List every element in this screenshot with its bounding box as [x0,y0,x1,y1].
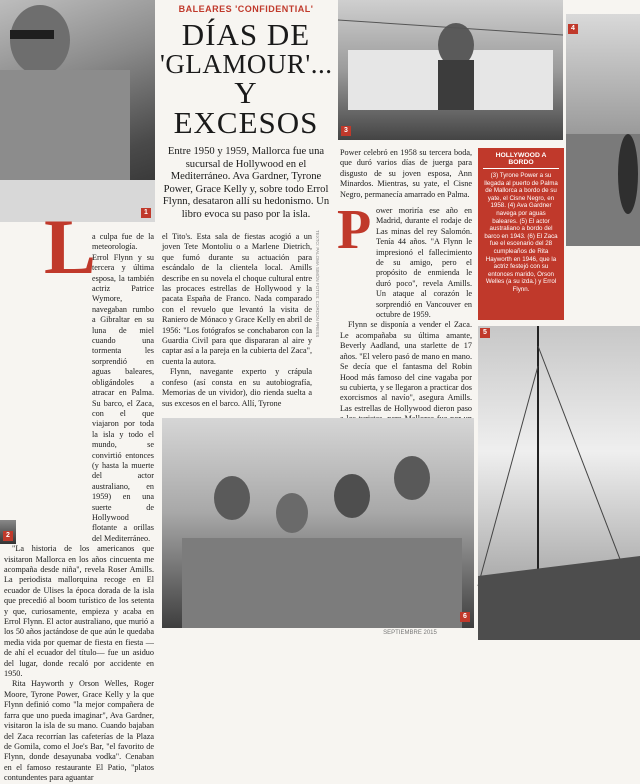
photo-3-number: 3 [341,126,351,136]
headline-line-1: DÍAS DE [181,17,311,52]
photo-6-illustration [162,418,474,628]
column-1-paragraph-1: a culpa fue de la meteorología. Errol Flynn y su tercera y última esposa, la también actriz Patrice Wymore, navegaban rumbo a Gibraltar en su luna de miel cuando una tormenta les sorprendió en aguas baleares, obligándoles a atracar en Palma. Su barco, el Zaca, con el que viajaron por toda la isla y todo el mundo, se convirtió entonces (y hasta la muerte del actor australiano, en 1959) en una suerte de Hollywood flotante a orillas del Mediterráneo. [92,232,154,543]
column-1-paragraph-2: "La historia de los americanos que visitaron Mallorca en los años cincuenta me acompaña desde niña", revela Roser Amills. La periodista mallorquina recoge en El ecuador de Ulises la época dorada de la isla que precedió al boom turístico de los setenta y que, curiosamente, empieza y acaba en Errol Flynn. El actor australiano, que murió a los 50 años jactándose de que aún le quedaba media vida por quemar de fiesta en fiesta —de ahí el ecuador del título— fue un asiduo del lugar, donde recaló por accidente en 1950. [4,544,154,679]
photo-2 [0,520,16,544]
photo-group-on-deck [162,418,474,628]
column-1 [4,232,154,783]
column-1-paragraph-3: Rita Hayworth y Orson Welles, Roger Moore, Tyrone Power, Grace Kelly y la que Flynn definió como "la mejor compañera de farra que uno pueda imaginar", Ava Gardner, visitaron la isla de su mano. Cuando bajaban del Zaca recorrían las cafeterías de la Plaza de Gomila, como el Joe's Bar, "el favorito de Flynn, donde desayunaba vodka". Cenaban en el famoso restaurante El Patio, "platos contundentes para aguantar [4,679,154,783]
photo-credit-vertical: TEXTO: PALOMA SIMÓN FOTOS: CORDON PRESS [315,230,320,338]
column-3-top-text: Power celebró en 1958 su tercera boda, que duró varios días de juerga para disgusto de su joven esposa, Ann Minardos. Mientras, su yate, el Cisne Negro, permanecía amarrado en Palma. [340,148,472,199]
kicker: BALEARES 'CONFIDENTIAL' [178,4,314,14]
photo-ava-gardner-sailing [566,14,640,246]
photo-2-number: 2 [3,531,13,541]
column-3-paragraph-1: ower moriría ese año en Madrid, durante el rodaje de Las minas del rey Salomón. Tenía 44 años. "A Flynn le impresionó el fallecimiento de su amigo, pero el propósito de enmienda le duró poco", revela Amills. Un ataque al corazón le sorprendió en Vancouver en octubre de 1959. [376,206,472,320]
photo-4-illustration [566,14,640,246]
column-3 [340,206,472,424]
photo-1-illustration [0,0,155,222]
column-3-top [340,148,472,200]
photo-zaca-sailboat [478,326,640,640]
column-3-paragraph-2: Flynn se disponía a vender el Zaca. Le acompañaba su última amante, Beverly Aadland, una starlette de 17 años. "El velero pasó de mano en mano. Se decía que el fantasma del Robin Hood más famoso del cine vagaba por su cubierta, y se llegaron a practicar dos exorcismos al navío", asegura Amills. Las estrellas de Hollywood dieron paso [340,320,472,413]
photo-6-number: 6 [460,612,470,622]
article-header [160,4,333,220]
photo-4-number: 4 [568,24,578,34]
column-2 [162,232,312,410]
dropcap-p: P [337,199,372,261]
photo-errol-flynn-portrait [0,0,155,222]
photo-tyrone-power-boat [338,0,563,140]
sidebar-text: (3) Tyrone Power a su llegada al puerto de Palma de Mallorca a bordo de su yate, el Cisne Negro, en 1958. (4) Ava Gardner navega por aguas baleares. (5) El actor australiano a bordo del barco en 1943. (6) El Zaca fue el escenario del 28 cumpleaños de Rita Hayworth en 1946, que la actriz festejó con su entonces marido, Orson Welles (a su izda.) y Errol Flynn. [484,172,558,293]
photo-1-number: 1 [141,208,151,218]
sidebar-title: HOLLYWOOD A BORDO [483,152,559,169]
deck: Entre 1950 y 1959, Mallorca fue una sucursal de Hollywood en el Mediterráneo. Ava Gardner, Tyrone Power, Grace Kelly y, sobre todo Errol Flynn, desataron allí su hedonismo. Un libro evoca su paso por la isla. [162,146,330,220]
sidebar-hollywood-a-bordo [478,148,564,320]
photo-5-illustration [478,326,640,640]
dropcap-l: L [44,203,97,290]
photo-3-illustration [338,0,563,140]
headline-line-3: Y EXCESOS [173,75,319,140]
column-2-paragraph-2: Flynn, navegante experto y crápula confeso (así consta en su autobiografía, Memorias de un vividor), dio rienda suelta a sus excesos en el barco. Allí, Tyrone [162,367,312,408]
folio-date: SEPTIEMBRE 2015 [383,630,437,636]
headline-line-2: 'GLAMOUR'... [160,49,333,79]
photo-5-number: 5 [480,328,490,338]
column-2-paragraph-1: el Tito's. Esta sala de fiestas acogió a un joven Tete Montoliu o a Marlene Dietrich, que fumó durante su actuación para escándalo de la clientela local. Amills describe en su novela el choque cultural entre las procaces estrellas de Hollywood y la pacata España de Franco. Nada comparado con el revuelo que levantó la visita de Raniero de Mónaco y Grace Kelly en abril de 1956: "Los fotógrafos se conchabaron con la Guardia Civil para que dispararan al aire y captar así a la pareja en la cubierta del Zaca", cuenta la autora. [162,232,312,366]
